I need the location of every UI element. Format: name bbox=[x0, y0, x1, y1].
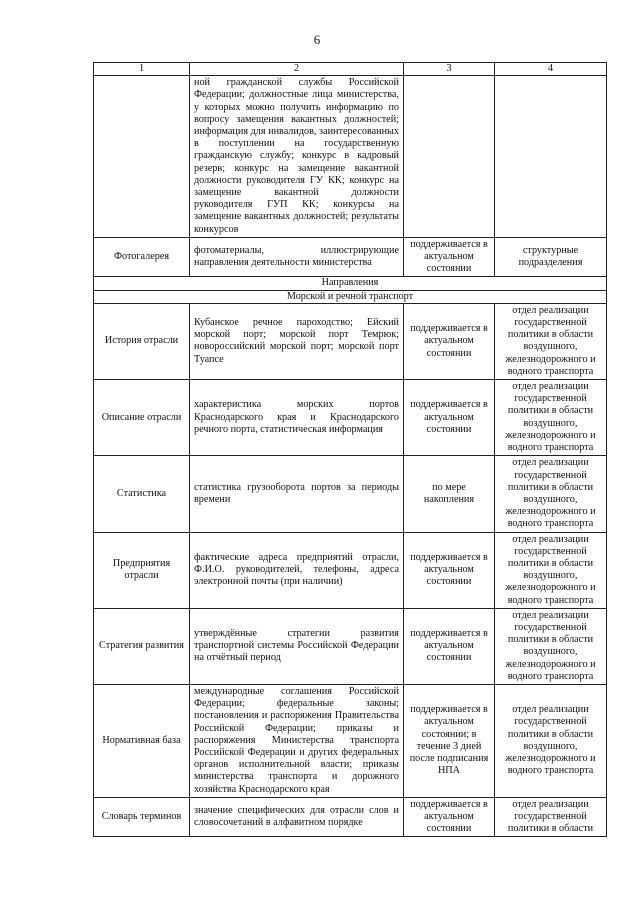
row-period-cell bbox=[404, 76, 495, 238]
row-responsible-cell bbox=[495, 76, 607, 238]
row-period-cell: поддерживается в актуальном состоянии bbox=[404, 380, 495, 456]
section-row bbox=[94, 277, 607, 290]
column-number-1: 1 bbox=[94, 63, 190, 76]
column-number-3: 3 bbox=[404, 63, 495, 76]
table-row bbox=[94, 380, 607, 456]
row-responsible-cell: отдел реализации государственной политики в области воздушного, железнодорожного и водного транспорта bbox=[495, 456, 607, 532]
row-responsible-cell: отдел реализации государственной политики в области воздушного, железнодорожного и водного транспорта bbox=[495, 532, 607, 608]
table-row bbox=[94, 237, 607, 277]
row-responsible-cell: отдел реализации государственной политики в области воздушного, железнодорожного и водного транспорта bbox=[495, 303, 607, 379]
row-name-cell: Статистика bbox=[94, 456, 190, 532]
row-responsible-cell: структурные подразделения bbox=[495, 237, 607, 277]
row-name-cell: Описание отрасли bbox=[94, 380, 190, 456]
row-content-cell: Кубанское речное пароходство; Ейский морской порт; морской порт Темрюк; новороссийский морской порт; морской порт Туапсе bbox=[190, 303, 404, 379]
row-period-cell: поддерживается в актуальном состоянии bbox=[404, 608, 495, 684]
column-number-2: 2 bbox=[190, 63, 404, 76]
row-content-cell: утверждённые стратегии развития транспортной системы Российской Федерации на отчётный период bbox=[190, 608, 404, 684]
page-number: 6 bbox=[313, 32, 321, 47]
row-name-cell: Фотогалерея bbox=[94, 237, 190, 277]
row-responsible-cell: отдел реализации государственной политики в области воздушного, железнодорожного и водного транспорта bbox=[495, 380, 607, 456]
section-title: Направления bbox=[94, 277, 607, 290]
table-row-continuation bbox=[94, 76, 607, 238]
row-content-cell: характеристика морских портов Краснодарского края и Краснодарского речного порта, статистическая информация bbox=[190, 380, 404, 456]
row-content-cell: фактические адреса предприятий отрасли, Ф.И.О. руководителей, телефоны, адреса электронной почты (при наличии) bbox=[190, 532, 404, 608]
row-period-cell: поддерживается в актуальном состоянии bbox=[404, 797, 495, 837]
row-period-cell: поддерживается в актуальном состоянии; в течение 3 дней после подписания НПА bbox=[404, 684, 495, 797]
table-row bbox=[94, 797, 607, 837]
row-responsible-cell: отдел реализации государственной политики в области воздушного, железнодорожного и водного транспорта bbox=[495, 684, 607, 797]
table-row bbox=[94, 303, 607, 379]
row-content-cell: международные соглашения Российской Федерации; федеральные законы; постановления и распоряжения Правительства Российской Федерации; приказы и распоряжения Министерства транспорта Российской Федерации и других федеральных органов исполнительной власти; приказы министерства транспорта и дорожного хозяйства Краснодарского края bbox=[190, 684, 404, 797]
row-name-cell: Стратегия развития bbox=[94, 608, 190, 684]
subsection-row bbox=[94, 290, 607, 303]
table-row bbox=[94, 684, 607, 797]
table-row bbox=[94, 532, 607, 608]
row-name-cell: История отрасли bbox=[94, 303, 190, 379]
row-period-cell: поддерживается в актуальном состоянии bbox=[404, 532, 495, 608]
row-period-cell: поддерживается в актуальном состоянии bbox=[404, 237, 495, 277]
subsection-title: Морской и речной транспорт bbox=[94, 290, 607, 303]
table-row bbox=[94, 456, 607, 532]
row-name-cell bbox=[94, 76, 190, 238]
table-row bbox=[94, 608, 607, 684]
row-name-cell: Словарь терминов bbox=[94, 797, 190, 837]
column-number-4: 4 bbox=[495, 63, 607, 76]
row-content-cell: фотоматериалы, иллюстрирующие направления деятельности министерства bbox=[190, 237, 404, 277]
row-content-cell: значение специфических для отрасли слов и словосочетаний в алфавитном порядке bbox=[190, 797, 404, 837]
row-responsible-cell: отдел реализации государственной политики в области воздушного, железнодорожного и водного транспорта bbox=[495, 608, 607, 684]
row-name-cell: Предприятия отрасли bbox=[94, 532, 190, 608]
row-period-cell: по мере накопления bbox=[404, 456, 495, 532]
row-name-cell: Нормативная база bbox=[94, 684, 190, 797]
row-content-cell: статистика грузооборота портов за периоды времени bbox=[190, 456, 404, 532]
row-period-cell: поддерживается в актуальном состоянии bbox=[404, 303, 495, 379]
row-responsible-cell: отдел реализации государственной политики в области bbox=[495, 797, 607, 837]
document-table bbox=[93, 62, 607, 837]
row-content-cell: ной гражданской службы Российской Федерации; должностные лица министерства, у которых можно получить информацию по вопросу замещения вакантных должностей; информация для инвалидов, заинтересованных в поступлении на государственную гражданскую службу; конкурс в кадровый резерв; конкурс на замещение вакантной должности руководителя ГУ КК; конкурс на замещение вакантной должности руководителя ГУП КК; конкурсы на замещение вакантных должностей; результаты конкурсов bbox=[190, 76, 404, 238]
table-header-row bbox=[94, 63, 607, 76]
